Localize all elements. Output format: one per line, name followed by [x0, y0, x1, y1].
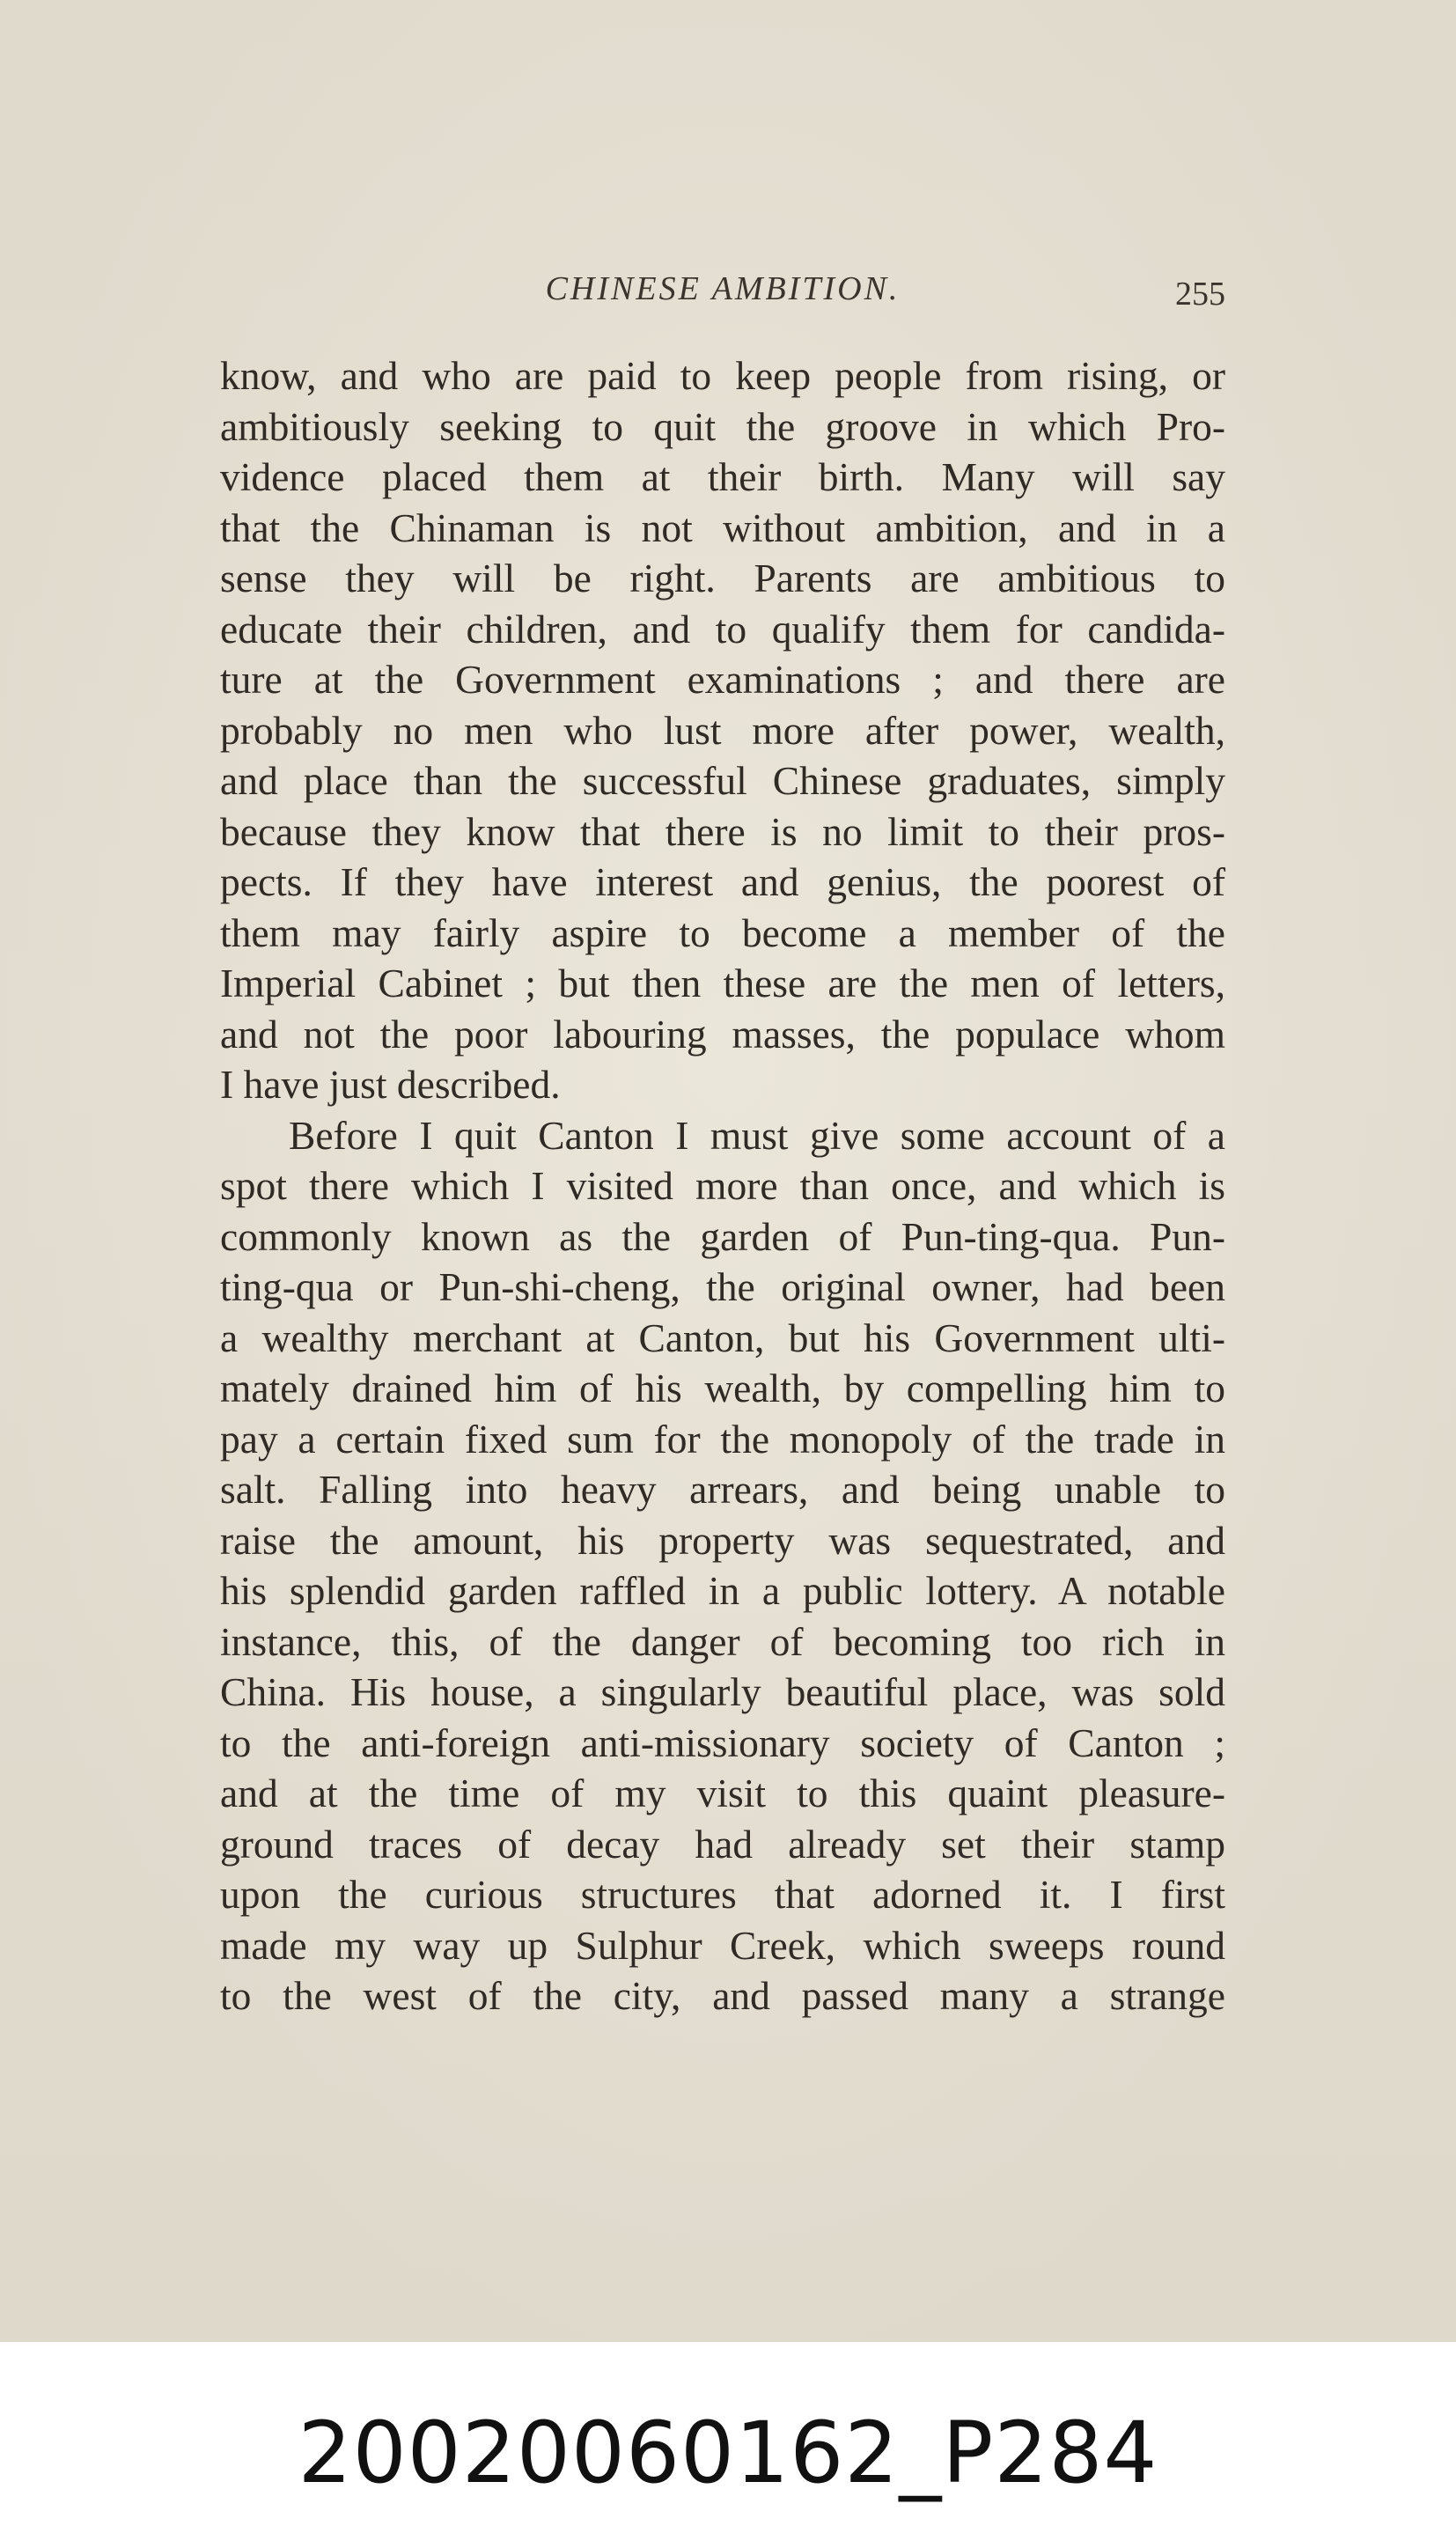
text-line: and not the poor labouring masses, the populace whom	[220, 1011, 1225, 1057]
text-line: educate their children, and to qualify them for candida-	[220, 606, 1225, 652]
text-line: and at the time of my visit to this quaint pleasure-	[220, 1771, 1225, 1815]
text-line: that the Chinaman is not without ambition, and in a	[220, 504, 1225, 550]
text-line: instance, this, of the danger of becoming too rich in	[220, 1618, 1225, 1664]
text-line: ting-qua or Pun-shi-cheng, the original owner, had been	[220, 1264, 1225, 1309]
text-line: pects. If they have interest and genius, the poorest of	[220, 859, 1225, 904]
text-line: probably no men who lust more after power, wealth,	[220, 707, 1225, 753]
text-line: Imperial Cabinet ; but then these are the men of letters,	[220, 961, 1225, 1005]
text-line: ground traces of decay had already set their stamp	[220, 1821, 1225, 1867]
text-line: upon the curious structures that adorned it. I first	[220, 1872, 1225, 1917]
paragraph-start-line: Before I quit Canton I must give some account of a	[289, 1112, 1225, 1158]
paragraph-end-line: I have just described.	[220, 1062, 561, 1107]
text-line: commonly known as the garden of Pun-ting-qua. Pun-	[220, 1213, 1225, 1259]
text-line: know, and who are paid to keep people from rising, or	[220, 353, 1225, 398]
text-line: a wealthy merchant at Canton, but his Government ulti-	[220, 1315, 1225, 1360]
text-line: pay a certain fixed sum for the monopoly of the trade in	[220, 1416, 1225, 1462]
text-line: and place than the successful Chinese graduates, simply	[220, 758, 1225, 803]
text-line: to the anti-foreign anti-missionary society of Canton ;	[220, 1720, 1225, 1765]
text-line: them may fairly aspire to become a member of the	[220, 909, 1225, 955]
text-line: China. His house, a singularly beautiful place, was sold	[220, 1669, 1225, 1714]
archive-label-band	[0, 2342, 1456, 2548]
running-title: CHINESE AMBITION.	[545, 270, 901, 307]
text-line: to the west of the city, and passed many a strange	[220, 1973, 1225, 2018]
archive-id-label: 20020060162_P284	[298, 2404, 1158, 2502]
page-number: 255	[1175, 276, 1225, 313]
text-line: ture at the Government examinations ; and there are	[220, 657, 1225, 702]
text-line: spot there which I visited more than once, and which is	[220, 1163, 1225, 1208]
text-line: ambitiously seeking to quit the groove in which Pro-	[220, 403, 1225, 449]
text-line: raise the amount, his property was sequestrated, and	[220, 1517, 1225, 1563]
body-text	[220, 350, 1225, 2021]
text-line: salt. Falling into heavy arrears, and being unable to	[220, 1467, 1225, 1512]
running-head	[220, 269, 1225, 322]
text-line: mately drained him of his wealth, by compelling him to	[220, 1366, 1225, 1410]
text-line: sense they will be right. Parents are ambitious to	[220, 556, 1225, 600]
text-line: his splendid garden raffled in a public lottery. A notable	[220, 1568, 1225, 1613]
text-line: made my way up Sulphur Creek, which sweeps round	[220, 1922, 1225, 1968]
text-line: because they know that there is no limit to their pros-	[220, 808, 1225, 854]
text-line: vidence placed them at their birth. Many will say	[220, 454, 1225, 499]
